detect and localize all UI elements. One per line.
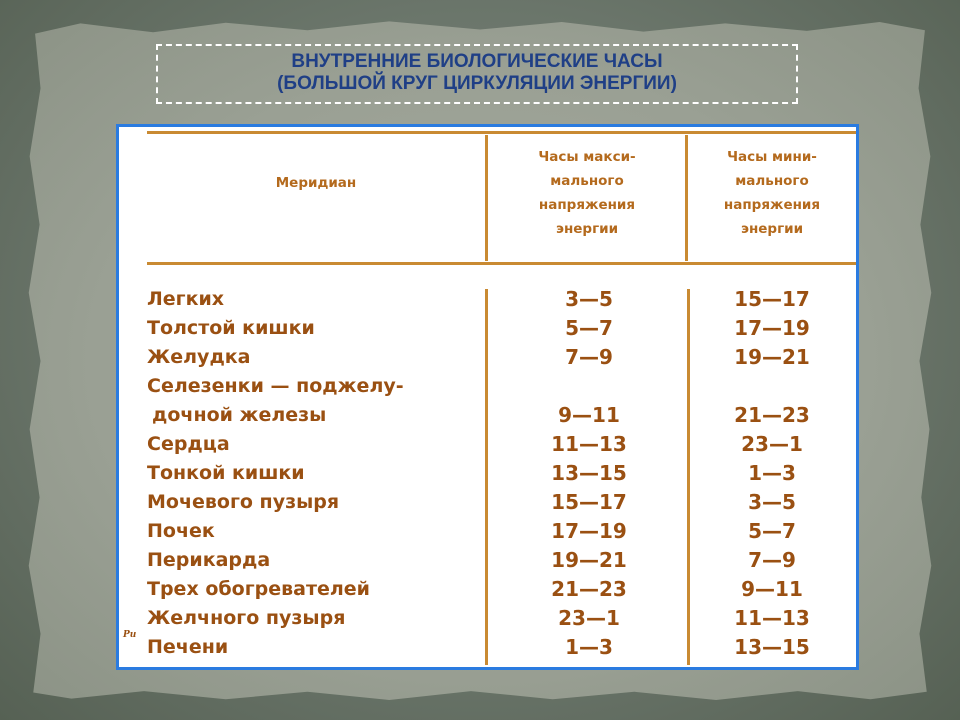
title-line-2: (БОЛЬШОЙ КРУГ ЦИРКУЛЯЦИИ ЭНЕРГИИ) (277, 73, 677, 94)
table-header-rule (147, 262, 856, 265)
table-row: Мочевого пузыря 15—17 3—5 (147, 490, 796, 514)
title-line-1: ВНУТРЕННИЕ БИОЛОГИЧЕСКИЕ ЧАСЫ (291, 51, 663, 72)
header-max: Часы макси- мального напряжения энергии (538, 149, 636, 237)
corner-mark: Ри (123, 630, 137, 640)
title-box (156, 44, 798, 104)
table-row: Сердца 11—13 23—1 (147, 432, 803, 456)
table-row: Селезенки — поджелу- (147, 375, 404, 397)
table-row: дочной железы 9—11 21—23 (152, 403, 810, 427)
table-row: Печени 1—3 13—15 (147, 635, 810, 659)
table-row: Тонкой кишки 13—15 1—3 (147, 461, 796, 485)
header-min: Часы мини- мального напряжения энергии (723, 149, 821, 237)
table-row: Желчного пузыря 23—1 11—13 (147, 606, 810, 630)
header-separator-1 (485, 135, 488, 261)
header-meridian: Меридиан (275, 175, 357, 191)
table-row: Перикарда 19—21 7—9 (147, 548, 796, 572)
table-top-rule (147, 131, 856, 134)
table-row: Толстой кишки 5—7 17—19 (147, 316, 810, 340)
header-separator-2 (685, 135, 688, 261)
table-row: Почек 17—19 5—7 (147, 519, 796, 543)
table-row: Легких 3—5 15—17 (147, 287, 810, 311)
table-row: Желудка 7—9 19—21 (147, 345, 810, 369)
table-row: Трех обогревателей 21—23 9—11 (147, 577, 803, 601)
meridian-table (116, 124, 859, 670)
